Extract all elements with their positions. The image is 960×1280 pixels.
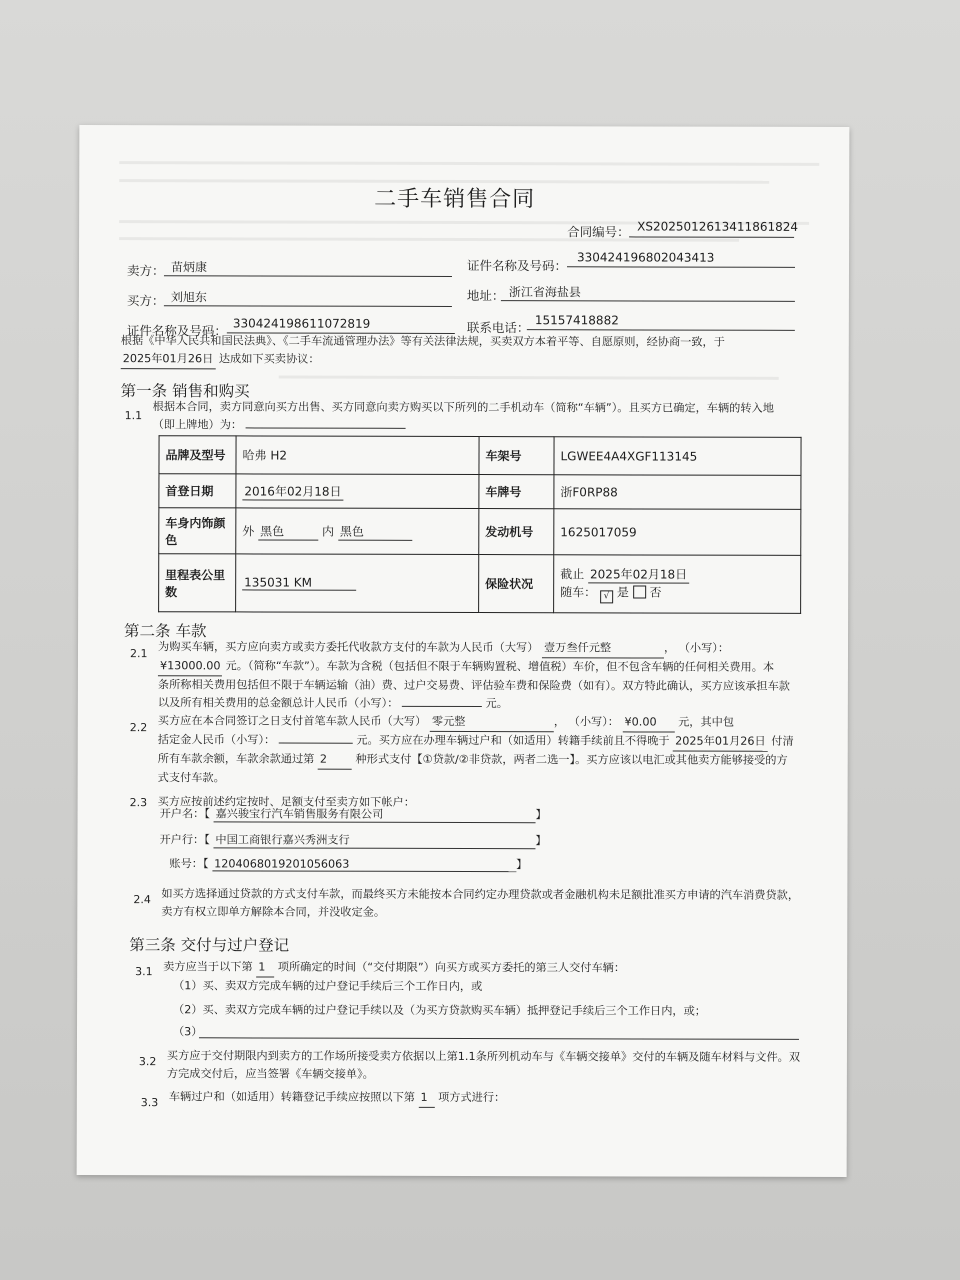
insurance-value: 截止 2025年02月18日 随车： √ 是 否: [554, 555, 801, 614]
contract-no-value: XS20250126134118618​24: [637, 219, 799, 234]
color-label: 车身内饰颜色: [159, 508, 236, 554]
show-through-line: [119, 237, 739, 242]
delivery-item-1: （1）买、卖双方完成车辆的过户登记手续后三个工作日内，或: [173, 979, 483, 994]
buyer-id-value: 330424198611072819: [232, 316, 371, 331]
mileage-label: 里程表公里数: [159, 554, 236, 612]
seller-id-label: 证件名称及号码：: [466, 258, 568, 274]
clause-2-1: 为购买车辆，买方应向卖方或卖方委托代收款方支付的车款为人民币（大写） 壹万叁仟元整 ， （小写）： ¥13000.00 元。（简称“车款”）。车款为含税（包括但不限于车辆购置税、增值税）车价，但不包含车辆的任何相关费用。本 条所称相关费用包括但不限于车辆运输（油）费、过户交易费、评估验车费和保险费（如有）。双方特此确认，买方应该承担车款 以及所有相关费用的总金额总计人民币（小写）： 元。: [157, 640, 791, 711]
address-value: 浙江省海盐县: [508, 285, 581, 300]
vin-value: LGWEE4A4XGF113145: [554, 437, 801, 476]
delivery-item-3: （3）: [172, 1025, 203, 1039]
engine-value: 1625017059: [554, 509, 801, 556]
address-underline: [501, 300, 795, 302]
insurance-no-checkbox[interactable]: [633, 585, 646, 598]
account-name-value: 嘉兴骏宝行汽车销售服务有限公司: [213, 805, 535, 823]
clause-1-1-number: 1.1: [124, 409, 143, 423]
insurance-yes-checkbox[interactable]: √: [600, 590, 613, 603]
clause-2-3: 买方应按前述约定按时、足额支付至卖方如下帐户：: [157, 795, 415, 809]
contract-page: [77, 125, 850, 1177]
account-number-row: 账号：【 1204068019201056063 】: [169, 857, 528, 872]
engine-label: 发动机号: [479, 509, 554, 555]
seller-id-value: 330424196802043413: [577, 250, 715, 265]
payment-method-option: 2: [318, 751, 352, 770]
clause-2-2-number: 2.2: [129, 721, 148, 735]
seller-label: 卖方：: [126, 263, 165, 279]
clause-2-4-number: 2.4: [133, 893, 151, 907]
article-1-title: 第一条 销售和购买: [120, 382, 250, 401]
address-label: 地址：: [466, 288, 505, 304]
brand-label: 品牌及型号: [159, 436, 236, 474]
plate-label: 车牌号: [479, 475, 554, 509]
account-name-row: 开户名：【 嘉兴骏宝行汽车销售服务有限公司 】: [159, 807, 547, 822]
transfer-option: 1: [419, 1089, 435, 1108]
price-lowercase: ¥13000.00: [158, 657, 222, 676]
bank-value: 中国工商银行嘉兴秀洲支行: [213, 831, 535, 849]
clause-2-3-number: 2.3: [129, 796, 148, 810]
payoff-date: 2025年01月26日: [673, 733, 768, 752]
insurance-label: 保险状况: [479, 555, 554, 613]
buyer-label: 买方：: [126, 293, 165, 309]
total-amount-blank: [402, 706, 482, 707]
phone-underline: [527, 329, 795, 331]
account-number-value: 1204068019201056063: [212, 857, 516, 872]
brand-value: 哈弗 H2: [236, 436, 479, 475]
clause-3-1: 卖方应当于以下第 1 项所确定的时间（“交付期限”）向买方或买方委托的第三人交付车辆：: [163, 958, 813, 979]
seller-underline: [164, 275, 452, 277]
phone-value: 15157418882: [534, 313, 619, 328]
vin-label: 车架号: [479, 437, 554, 475]
clause-1-1: 根据本合同，卖方同意向买方出售、买方同意向卖方购买以下所列的二手机动车（简称“车辆”）。且买方已确定，车辆的转入地 （即上牌地）为：: [152, 400, 774, 432]
clause-3-3: 车辆过户和（如适用）转籍登记手续应按照以下第 1 项方式进行：: [169, 1088, 819, 1109]
registration-place-blank: [246, 427, 406, 428]
clause-3-3-number: 3.3: [140, 1096, 159, 1110]
deposit-blank: [279, 743, 353, 744]
phone-label: 联系电话：: [466, 320, 530, 336]
buyer-id-label: 证件名称及号码：: [126, 323, 227, 339]
clause-2-2: 买方应在本合同签订之日支付首笔车款人民币（大写） 零元整 ， （小写）： ¥0.00 元，其中包 括定金人民币（小写）： 元。买方应在办理车辆过户和（如适用）转籍手续前且不得晚于 2025年01月26日 付清 所有车款余额，车款余款通过第 2 种形式支付【①贷款/②非贷款，两者二选一】。买方应该以电汇或其他卖方能够接受的方 式支付车款。: [157, 714, 794, 785]
price-uppercase: 壹万叁仟元整: [542, 639, 664, 658]
contract-no-label: 合同编号：: [567, 224, 630, 240]
mileage-value: 135031 KM: [236, 554, 479, 613]
clause-2-4: 如买方选择通过贷款的方式支付车款，而最终买方未能按本合同约定办理贷款或者金融机构未足额批准买方申请的汽车消费贷款， 卖方有权立即单方解除本合同，并没收定金。: [161, 887, 800, 919]
seller-value: 苗炳康: [170, 260, 208, 275]
preamble: 根据《中华人民共和国民法典》、《二手车流通管理办法》等有关法律法规，买卖双方本着平等、自愿原则，经协商一致，于 2025年01月26日 达成如下买卖协议：: [121, 332, 811, 371]
bank-row: 开户行：【 中国工商银行嘉兴秀洲支行 】: [159, 833, 547, 848]
clause-3-1-number: 3.1: [135, 965, 153, 979]
reg-date-label: 首登日期: [159, 474, 236, 508]
delivery-option: 1: [256, 958, 274, 977]
reg-date-value: 2016年02月18日: [236, 474, 479, 509]
seller-id-underline: [567, 266, 795, 268]
plate-value: 浙F0RP88: [554, 475, 801, 510]
show-through-line: [279, 376, 779, 380]
article-2-title: 第二条 车款: [124, 622, 207, 641]
first-payment-uppercase: 零元整: [430, 713, 554, 732]
delivery-item-3-blank: [199, 1037, 799, 1040]
first-payment-lowercase: ¥0.00: [623, 713, 675, 732]
color-value: 外 黑色 内 黑色: [236, 508, 479, 555]
article-3-title: 第三条 交付与过户登记: [129, 936, 290, 955]
vehicle-info-table: [158, 435, 801, 614]
document-title: 二手车销售合同: [374, 186, 536, 213]
clause-3-2-number: 3.2: [138, 1055, 157, 1069]
agreement-date: 2025年01月26日: [121, 350, 216, 369]
buyer-value: 刘旭东: [170, 290, 207, 305]
buyer-underline: [164, 305, 452, 307]
delivery-item-2: （2）买、卖双方完成车辆的过户登记手续以及（为买方贷款购买车辆）抵押登记手续后三个工作日内，或；: [173, 1003, 707, 1018]
show-through-line: [119, 161, 819, 166]
clause-2-1-number: 2.1: [129, 647, 148, 661]
clause-3-2: 买方应于交付期限内到卖方的工作场所接受卖方依据以上第1.1条所列机动车与《车辆交接单》交付的车辆及随车材料与文件。双 方完成交付后，应当签署《车辆交接单》。: [166, 1049, 801, 1081]
